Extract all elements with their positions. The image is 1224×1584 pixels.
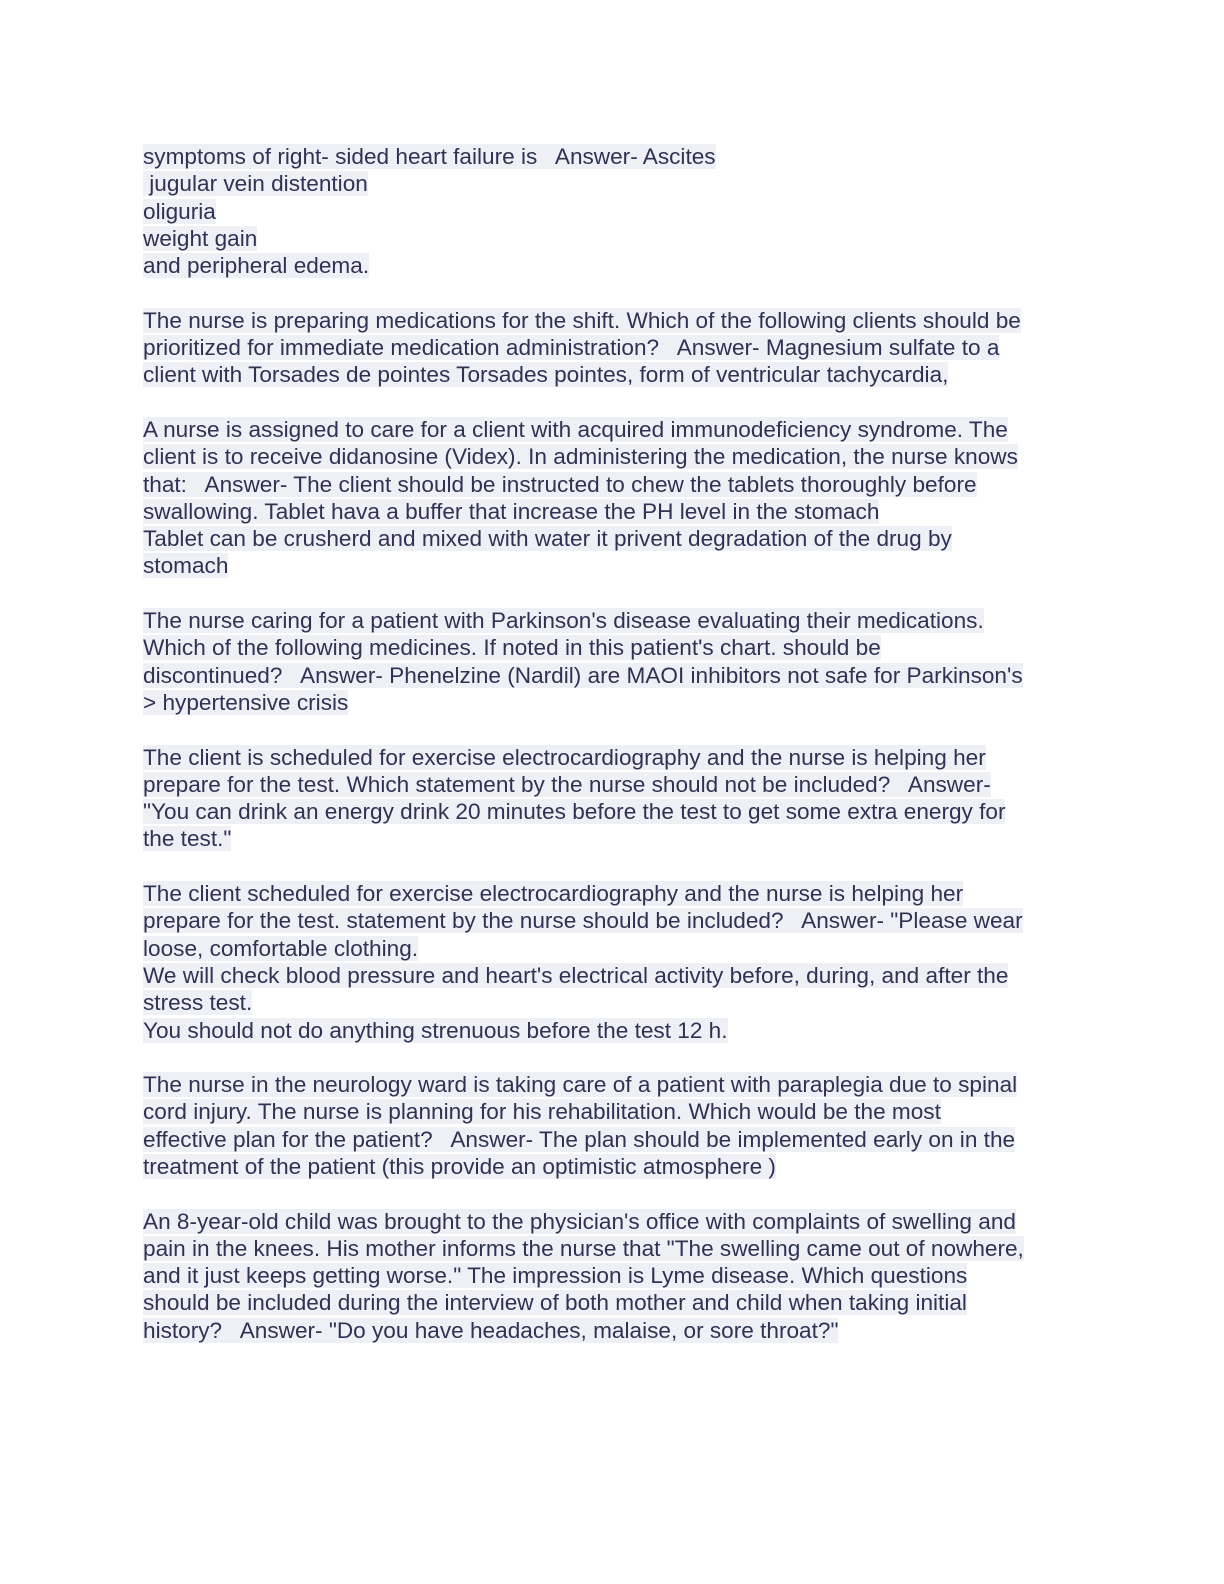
text-line: swallowing. Tablet hava a buffer that increase the PH level in the stomach [143, 498, 880, 524]
text-line: The client is scheduled for exercise electrocardiography and the nurse is helping her [143, 744, 986, 770]
text-line: oliguria [143, 198, 216, 224]
text-line: symptoms of right- sided heart failure is Answer- Ascites [143, 144, 716, 169]
text-line: jugular vein distention [143, 171, 368, 197]
text-line: treatment of the patient (this provide an optimistic atmosphere ) [143, 1153, 776, 1179]
text-line: prepare for the test. statement by the nurse should be included? Answer- "Please wear [143, 908, 1023, 934]
text-line: and it just keeps getting worse." The impression is Lyme disease. Which questions [143, 1263, 968, 1289]
text-line: stomach [143, 553, 229, 579]
text-line: weight gain [143, 225, 258, 251]
qa-block-2 [143, 307, 1083, 389]
text-line: > hypertensive crisis [143, 689, 349, 715]
document-page [143, 143, 1083, 1371]
text-line: prioritized for immediate medication administration? Answer- Magnesium sulfate to a [143, 335, 1000, 361]
text-line: prepare for the test. Which statement by the nurse should not be included? Answer- [143, 771, 991, 797]
text-line: Which of the following medicines. If noted in this patient's chart. should be [143, 635, 881, 661]
text-line: We will check blood pressure and heart's electrical activity before, during, and after the [143, 962, 1009, 988]
text-line: client with Torsades de pointes Torsades pointes, form of ventricular tachycardia, [143, 362, 949, 388]
text-line: should be included during the interview of both mother and child when taking initial [143, 1290, 967, 1316]
qa-block-1 [143, 143, 1083, 279]
text-line: You should not do anything strenuous before the test 12 h. [143, 1017, 728, 1043]
qa-block-8 [143, 1208, 1083, 1344]
text-line: stress test. [143, 990, 253, 1016]
text-line: The nurse is preparing medications for the shift. Which of the following clients should be [143, 307, 1021, 333]
text-line: and peripheral edema. [143, 253, 370, 279]
text-line: pain in the knees. His mother informs the nurse that "The swelling came out of nowhere, [143, 1235, 1024, 1261]
text-line: discontinued? Answer- Phenelzine (Nardil) are MAOI inhibitors not safe for Parkinson's [143, 662, 1023, 688]
text-line: "You can drink an energy drink 20 minutes before the test to get some extra energy for [143, 799, 1006, 825]
text-line: The client scheduled for exercise electrocardiography and the nurse is helping her [143, 881, 964, 907]
text-line: that: Answer- The client should be instructed to chew the tablets thoroughly before [143, 471, 977, 497]
text-line: loose, comfortable clothing. [143, 935, 419, 961]
text-line: effective plan for the patient? Answer- The plan should be implemented early on in the [143, 1126, 1016, 1152]
text-line: the test." [143, 826, 232, 852]
text-line: history? Answer- "Do you have headaches, malaise, or sore throat?" [143, 1317, 839, 1343]
qa-block-7 [143, 1071, 1083, 1180]
qa-block-4 [143, 607, 1083, 716]
qa-block-6 [143, 880, 1083, 1044]
text-line: Tablet can be crusherd and mixed with water it privent degradation of the drug by [143, 526, 952, 552]
text-line: A nurse is assigned to care for a client with acquired immunodeficiency syndrome. The [143, 416, 1008, 442]
text-line: client is to receive didanosine (Videx). In administering the medication, the nurse knows [143, 444, 1018, 470]
qa-block-3 [143, 416, 1083, 580]
qa-block-5 [143, 744, 1083, 853]
text-line: An 8-year-old child was brought to the physician's office with complaints of swelling and [143, 1208, 1016, 1234]
text-line: The nurse caring for a patient with Parkinson's disease evaluating their medications. [143, 608, 984, 634]
text-line: cord injury. The nurse is planning for his rehabilitation. Which would be the most [143, 1099, 941, 1125]
text-line: The nurse in the neurology ward is taking care of a patient with paraplegia due to spinal [143, 1072, 1018, 1098]
